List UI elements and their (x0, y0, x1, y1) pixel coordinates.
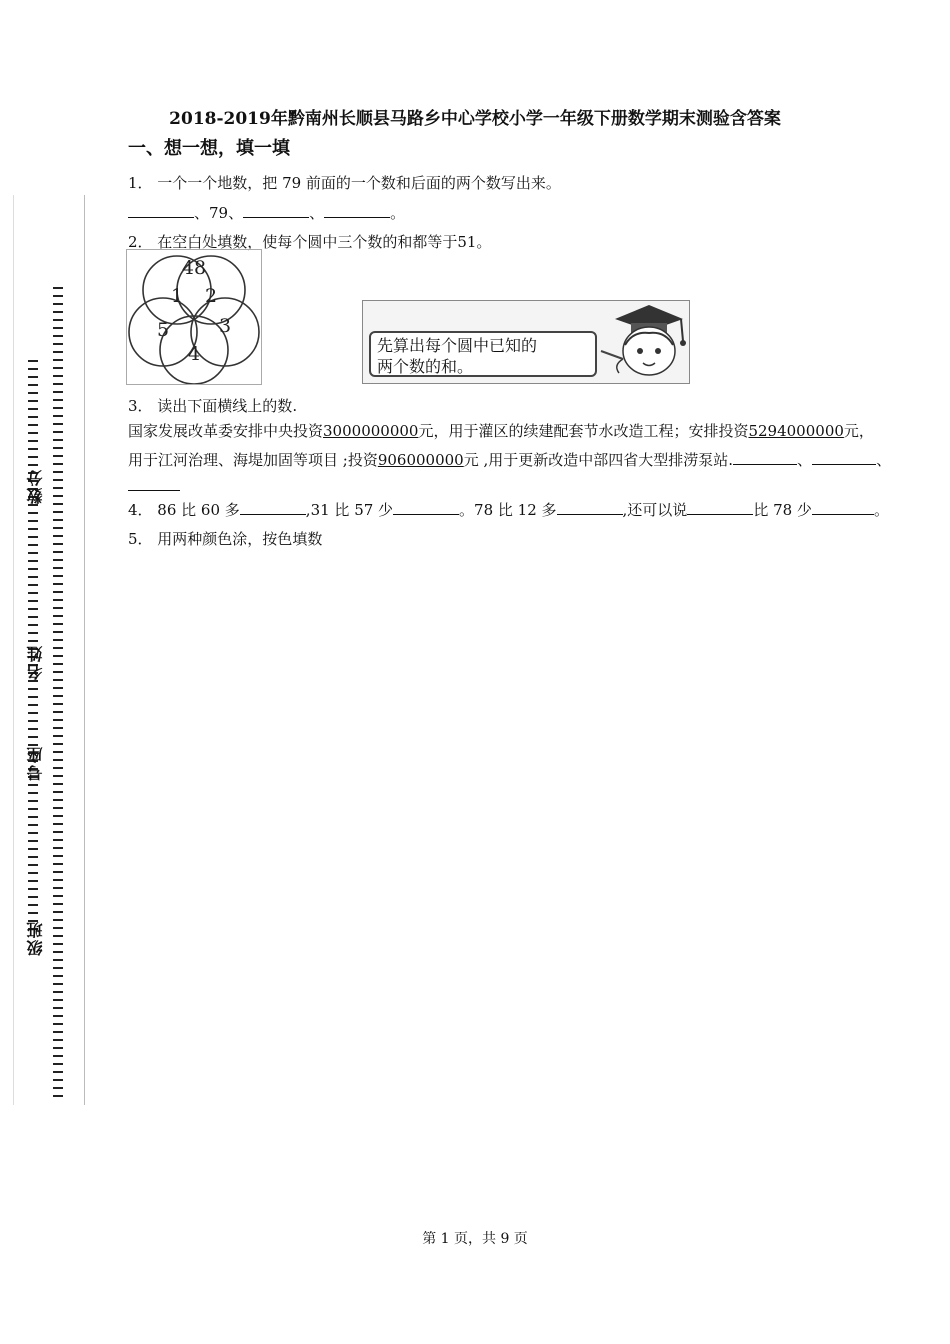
cut-line-dash (28, 688, 38, 690)
cut-line-dash (28, 872, 38, 874)
cut-line-dash (28, 456, 38, 458)
cut-line-dash (28, 568, 38, 570)
cut-line-dash (53, 423, 63, 425)
answer-blank[interactable] (128, 476, 180, 491)
cut-line-dash (53, 1031, 63, 1033)
cut-line-dash (53, 351, 63, 353)
cut-line-dash (53, 439, 63, 441)
cut-line-dash (53, 287, 63, 289)
answer-blank[interactable] (240, 500, 306, 515)
cut-line-dash (53, 343, 63, 345)
cut-line-dash (53, 303, 63, 305)
question-3-line-1: 国家发展改革委安排中央投资3000000000元，用于灌区的续建配套节水改造工程；安排投资5294000000元， (128, 422, 874, 440)
cut-line-dash (53, 375, 63, 377)
cut-line-dash (53, 615, 63, 617)
cut-line-dash (53, 711, 63, 713)
cut-line-dash (53, 943, 63, 945)
cut-line-dash (53, 695, 63, 697)
cut-line-dash (28, 616, 38, 618)
circles-figure (126, 249, 262, 385)
cut-line-dash (53, 367, 63, 369)
cut-line-dash (53, 631, 63, 633)
question-3: 3． 读出下面横线上的数. (128, 397, 298, 415)
cut-line-dash (28, 728, 38, 730)
question-2: 2． 在空白处填数，使每个圆中三个数的和都等于51。 (128, 233, 492, 251)
cut-line-dash (53, 671, 63, 673)
cut-line-dash (28, 712, 38, 714)
cut-line-dash (53, 623, 63, 625)
cut-line-dash (53, 319, 63, 321)
cut-line-dash (28, 440, 38, 442)
cut-line-dash (28, 448, 38, 450)
cut-line-dash (28, 424, 38, 426)
cut-line-dash (28, 544, 38, 546)
score-label: 数分 (26, 468, 45, 504)
name-label: 名姓 (26, 644, 45, 680)
cut-line-dash (28, 680, 38, 682)
circle-number: 2 (204, 285, 218, 307)
cut-line-dash (53, 823, 63, 825)
cut-line-dash (28, 800, 38, 802)
cut-line-dash (28, 400, 38, 402)
cut-line-dash (53, 727, 63, 729)
cut-line-dash (28, 904, 38, 906)
cut-line-dash (28, 408, 38, 410)
cut-line-dash (53, 407, 63, 409)
cut-line-dash (53, 855, 63, 857)
cut-line-dash (53, 879, 63, 881)
cut-line-dash (53, 719, 63, 721)
cut-line-dash (53, 1063, 63, 1065)
cut-line-dash (53, 767, 63, 769)
cut-line-dash (53, 735, 63, 737)
circle-number: 1 (170, 285, 184, 307)
cut-line-dash (53, 295, 63, 297)
cut-line-dash (53, 839, 63, 841)
cut-line-dash (53, 399, 63, 401)
underlined-number: 3000000000 (323, 422, 419, 440)
cut-line-dash (53, 887, 63, 889)
cut-line-dash (53, 1023, 63, 1025)
seat-label: 号座 (26, 745, 45, 781)
cut-line-dash (53, 791, 63, 793)
cut-line-dash (53, 583, 63, 585)
cut-line-dash (28, 888, 38, 890)
cut-line-dash (53, 535, 63, 537)
cut-line-dash (28, 368, 38, 370)
cut-line-dash (28, 864, 38, 866)
cut-line-dash (28, 416, 38, 418)
cut-line-dash (53, 1055, 63, 1057)
cut-line-dash (53, 599, 63, 601)
cut-line-dash (53, 1007, 63, 1009)
answer-blank[interactable] (324, 203, 390, 218)
cut-line-dash (28, 576, 38, 578)
cut-line-dash (28, 640, 38, 642)
circle-number: 5 (156, 319, 170, 341)
cut-line-dash (53, 359, 63, 361)
cut-line-dash (53, 927, 63, 929)
cut-line-dash (53, 487, 63, 489)
cut-line-dash (53, 703, 63, 705)
cut-line-dash (53, 471, 63, 473)
question-3-line-3 (128, 476, 180, 495)
cut-line-dash (28, 360, 38, 362)
cut-line-dash (28, 720, 38, 722)
cut-line-dash (28, 736, 38, 738)
cut-line-dash (53, 1071, 63, 1073)
question-1: 1． 一个一个地数，把 79 前面的一个数和后面的两个数写出来。 (128, 174, 561, 192)
cut-line-dash (28, 384, 38, 386)
cut-line-dash (28, 536, 38, 538)
cut-line-dash (53, 799, 63, 801)
cut-line-dash (28, 856, 38, 858)
cut-line-dash (28, 896, 38, 898)
cut-line-dash (53, 607, 63, 609)
cut-line-dash (53, 999, 63, 1001)
cut-line-dash (53, 559, 63, 561)
cut-line-dash (53, 655, 63, 657)
cut-line-dash (28, 816, 38, 818)
cut-line-dash (53, 327, 63, 329)
underlined-number: 906000000 (377, 451, 464, 469)
circle-number: 4 (187, 343, 201, 365)
cut-line-dash (53, 639, 63, 641)
cut-line-dash (53, 567, 63, 569)
cut-line-dash (53, 519, 63, 521)
cut-line-dash (53, 983, 63, 985)
cut-line-dash (28, 592, 38, 594)
cut-line-dash (53, 383, 63, 385)
cut-line-dash (28, 504, 38, 506)
cut-line-right (53, 287, 63, 1103)
cut-line-dash (53, 759, 63, 761)
circle-number: 48 (181, 257, 207, 279)
answer-blank[interactable] (393, 500, 459, 515)
cut-line-dash (28, 848, 38, 850)
cut-line-dash (53, 591, 63, 593)
cut-line-dash (53, 919, 63, 921)
cut-line-dash (53, 447, 63, 449)
cut-line-dash (28, 696, 38, 698)
cut-line-dash (28, 912, 38, 914)
cut-line-dash (53, 831, 63, 833)
cut-line-dash (53, 663, 63, 665)
cut-line-dash (53, 863, 63, 865)
cut-line-dash (28, 792, 38, 794)
class-label: 级班 (26, 920, 45, 956)
cut-line-dash (53, 647, 63, 649)
answer-blank[interactable] (812, 500, 874, 515)
cut-line-dash (53, 775, 63, 777)
hint-speech-bubble: 先算出每个圆中已知的 两个数的和。 (369, 331, 597, 377)
question-1-answer-line: 、79、 、 。 (128, 202, 405, 223)
cut-line-dash (28, 840, 38, 842)
cut-line-dash (53, 903, 63, 905)
cut-line-dash (53, 463, 63, 465)
cut-line-dash (53, 415, 63, 417)
cut-line-dash (53, 335, 63, 337)
cut-line-dash (53, 783, 63, 785)
cut-line-dash (53, 743, 63, 745)
cut-line-dash (53, 895, 63, 897)
cut-line-dash (53, 1087, 63, 1089)
cut-line-dash (28, 528, 38, 530)
cut-line-dash (28, 880, 38, 882)
cut-line-dash (53, 951, 63, 953)
cut-line-dash (53, 1047, 63, 1049)
cut-line-dash (28, 520, 38, 522)
cut-line-dash (53, 479, 63, 481)
section-heading: 一、想一想，填一填 (128, 138, 290, 159)
cut-line-dash (53, 967, 63, 969)
answer-blank[interactable] (243, 203, 309, 218)
cut-line-dash (53, 871, 63, 873)
cut-line-dash (53, 991, 63, 993)
question-5: 5． 用两种颜色涂，按色填数 (128, 530, 323, 548)
cut-line-dash (28, 584, 38, 586)
cut-line-dash (53, 1079, 63, 1081)
cut-line-dash (53, 815, 63, 817)
cut-line-dash (28, 552, 38, 554)
answer-blank[interactable] (687, 500, 753, 515)
cut-line-dash (28, 512, 38, 514)
cut-line-dash (53, 455, 63, 457)
cut-line-dash (53, 1039, 63, 1041)
answer-blank[interactable] (733, 450, 797, 465)
page-title: 2018-2019年黔南州长顺县马路乡中心学校小学一年级下册数学期末测验含答案 (169, 109, 781, 129)
cut-line-dash (28, 624, 38, 626)
cut-line-dash (28, 600, 38, 602)
page-number: 第 1 页，共 9 页 (422, 1231, 528, 1247)
cut-line-dash (53, 575, 63, 577)
cut-line-dash (28, 832, 38, 834)
cut-line-dash (53, 679, 63, 681)
cut-line-dash (53, 847, 63, 849)
cut-line-dash (28, 784, 38, 786)
cut-line-dash (28, 608, 38, 610)
cut-line-dash (53, 311, 63, 313)
cut-line-dash (53, 751, 63, 753)
underlined-number: 5294000000 (748, 422, 844, 440)
cut-line-dash (53, 1095, 63, 1097)
cut-line-dash (53, 935, 63, 937)
cut-line-dash (28, 824, 38, 826)
answer-blank[interactable] (812, 450, 876, 465)
cut-line-dash (28, 560, 38, 562)
cut-line-dash (53, 431, 63, 433)
circle-number: 3 (218, 315, 232, 337)
cut-line-dash (28, 432, 38, 434)
cut-line-dash (53, 687, 63, 689)
student-character-icon (595, 301, 689, 383)
cut-line-dash (28, 704, 38, 706)
answer-blank[interactable] (557, 500, 623, 515)
question-4: 4． 86 比 60 多 ,31 比 57 少 。78 比 12 多 ,还可以说 比 78 少 。 (128, 501, 889, 519)
cut-line-dash (28, 632, 38, 634)
cut-line-dash (53, 975, 63, 977)
cut-line-dash (53, 807, 63, 809)
cut-line-dash (53, 495, 63, 497)
overlapping-circles (127, 250, 261, 384)
cut-line-dash (28, 392, 38, 394)
cut-line-dash (28, 808, 38, 810)
question-3-line-2: 用于江河治理、海堤加固等项目 ;投资906000000元 ,用于更新改造中部四省大型排涝泵站. 、 、 (128, 451, 892, 469)
cut-line-dash (53, 911, 63, 913)
cut-line-dash (28, 464, 38, 466)
cut-line-dash (53, 503, 63, 505)
cut-line-dash (53, 391, 63, 393)
cut-line-dash (28, 376, 38, 378)
cut-line-dash (53, 543, 63, 545)
cut-line-dash (53, 1015, 63, 1017)
cut-line-dash (53, 527, 63, 529)
cut-line-dash (53, 551, 63, 553)
answer-blank[interactable] (128, 203, 194, 218)
hint-illustration (362, 300, 690, 384)
cut-line-dash (53, 959, 63, 961)
cut-line-dash (53, 511, 63, 513)
